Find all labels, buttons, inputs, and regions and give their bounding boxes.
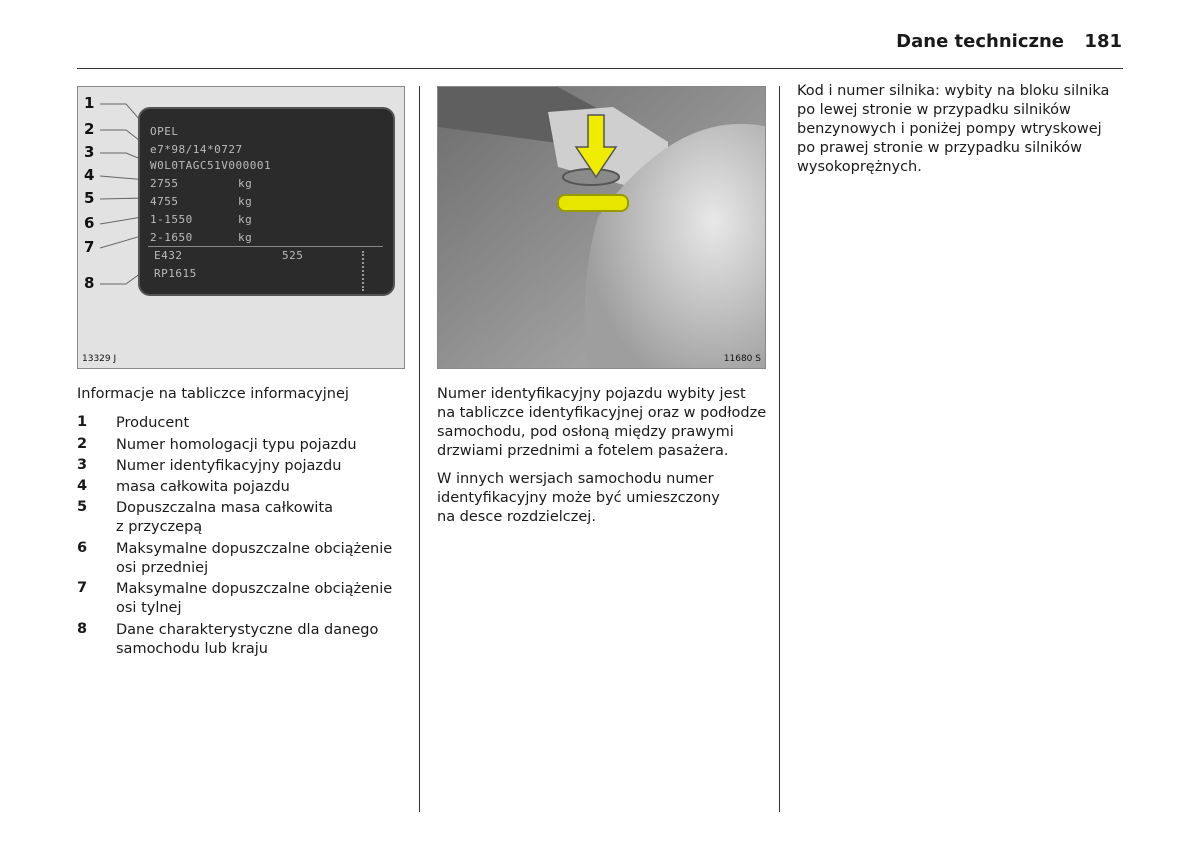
legend-text: z przyczepą [116, 519, 203, 535]
paragraph-line: W innych wersjach samochodu numer [437, 471, 714, 487]
paragraph-line: po lewej stronie w przypadku silników [797, 102, 1071, 118]
legend-num: 3 [77, 457, 88, 473]
column-divider-1 [419, 86, 420, 812]
paragraph-line: Numer identyfikacyjny pojazdu wybity jest [437, 386, 746, 402]
paragraph-line: na tabliczce identyfikacyjnej oraz w podłodze [437, 405, 767, 421]
paragraph-line: samochodu, pod osłoną między prawymi [437, 424, 734, 440]
callout-6: 6 [84, 214, 95, 232]
paragraph-line: identyfikacyjny może być umieszczony [437, 490, 720, 506]
legend-num: 5 [77, 499, 88, 515]
plate-vertical-text [362, 251, 374, 291]
legend-num: 7 [77, 580, 88, 596]
page-header-title: Dane techniczne [896, 31, 1064, 52]
legend-text: Dopuszczalna masa całkowita [116, 500, 334, 516]
legend-text: Maksymalne dopuszczalne obciążenie [116, 581, 393, 597]
identification-plate-figure [77, 86, 405, 369]
legend-text: Numer identyfikacyjny pojazdu [116, 458, 342, 474]
legend-text: Maksymalne dopuszczalne obciążenie [116, 541, 393, 557]
plate-front-axle: 1-1550 [150, 213, 193, 226]
plate-divider [148, 246, 383, 247]
vin-plate [138, 107, 395, 296]
paragraph-line: po prawej stronie w przypadku silników [797, 140, 1082, 156]
plate-rear-axle: 2-1650 [150, 231, 193, 244]
paragraph-line: wysokoprężnych. [797, 159, 922, 175]
legend-num: 6 [77, 540, 88, 556]
callout-7: 7 [84, 238, 95, 256]
plate-kg: kg [238, 231, 253, 244]
page-number: 181 [1084, 31, 1122, 52]
callout-3: 3 [84, 143, 95, 161]
callout-5: 5 [84, 189, 95, 207]
legend-num: 1 [77, 414, 88, 430]
plate-manufacturer: OPEL [150, 125, 179, 138]
floor-vin-illustration [438, 87, 765, 368]
paragraph-line: na desce rozdzielczej. [437, 509, 596, 525]
column-divider-2 [779, 86, 780, 812]
plate-code-rp: RP1615 [154, 267, 197, 280]
plate-gross-weight: 2755 [150, 177, 179, 190]
legend-text: osi przedniej [116, 560, 209, 576]
plate-kg: kg [238, 213, 253, 226]
legend-text: Producent [116, 415, 190, 431]
plate-vin: W0L0TAGC51V000001 [150, 159, 272, 172]
figure-code: 11680 S [723, 354, 761, 364]
callout-8: 8 [84, 274, 95, 292]
callout-4: 4 [84, 166, 95, 184]
legend-num: 2 [77, 436, 88, 452]
plate-kg: kg [238, 195, 253, 208]
plate-caption: Informacje na tabliczce informacyjnej [77, 386, 349, 402]
figure-code: 13329 J [82, 354, 117, 364]
callout-2: 2 [84, 120, 95, 138]
vin-location-photo [437, 86, 766, 369]
legend-num: 8 [77, 621, 88, 637]
paragraph-line: drzwiami przednimi a fotelem pasażera. [437, 443, 729, 459]
legend-text: Dane charakterystyczne dla danego [116, 622, 379, 638]
legend-text: masa całkowita pojazdu [116, 479, 290, 495]
paragraph-line: Kod i numer silnika: wybity na bloku silnika [797, 83, 1110, 99]
paragraph-line: benzynowych i poniżej pompy wtryskowej [797, 121, 1102, 137]
plate-train-weight: 4755 [150, 195, 179, 208]
plate-code-mid: 525 [282, 249, 304, 262]
plate-code-e: E432 [154, 249, 183, 262]
legend-text: osi tylnej [116, 600, 182, 616]
callout-1: 1 [84, 94, 95, 112]
plate-kg: kg [238, 177, 253, 190]
plate-homologation: e7*98/14*0727 [150, 143, 243, 156]
legend-text: samochodu lub kraju [116, 641, 268, 657]
legend-text: Numer homologacji typu pojazdu [116, 437, 357, 453]
header-rule [77, 68, 1123, 69]
legend-num: 4 [77, 478, 88, 494]
